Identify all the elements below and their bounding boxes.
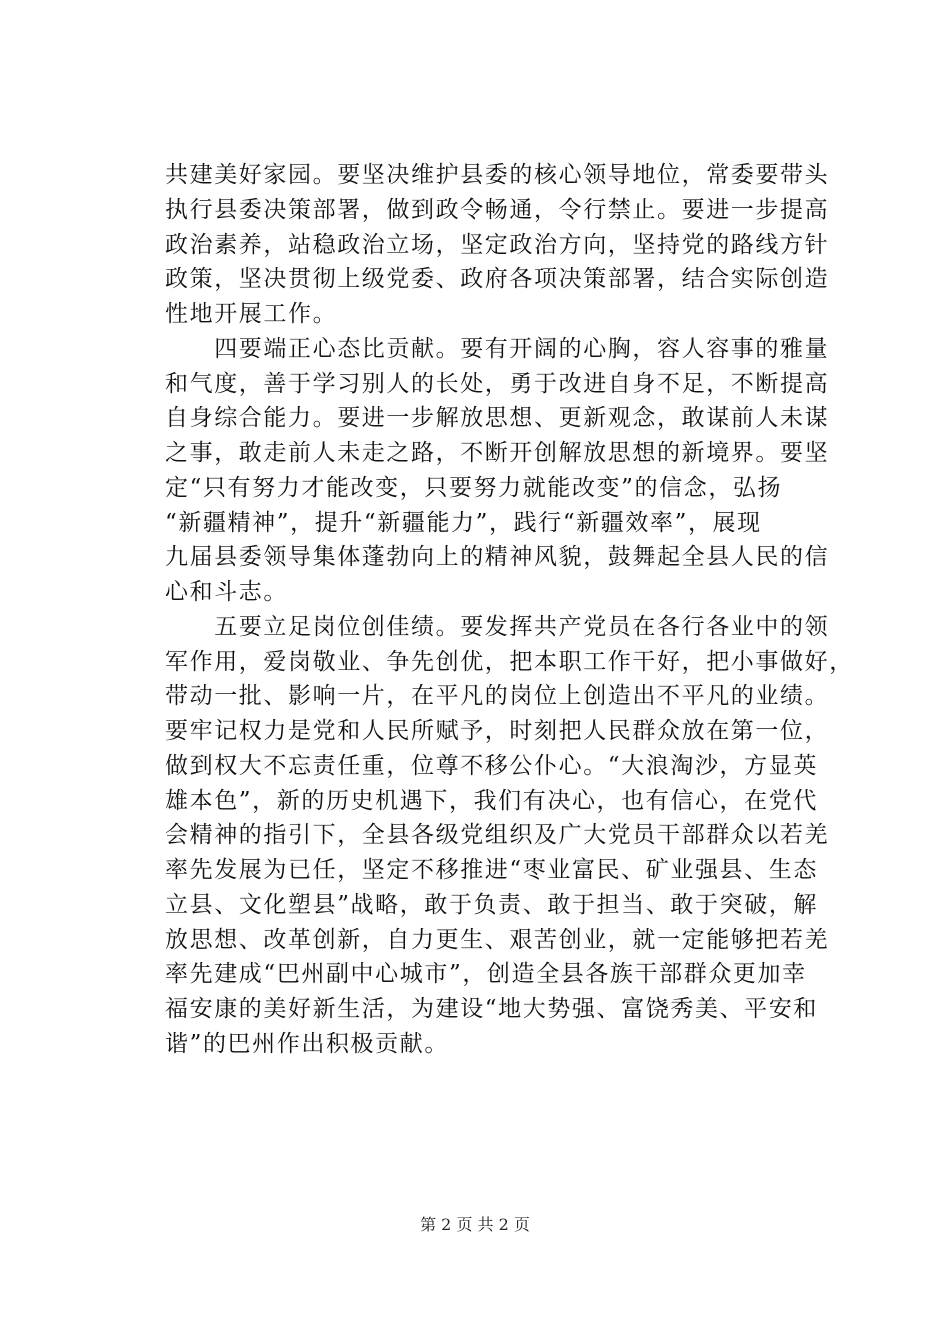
- text-line: 政治素养，站稳政治立场，坚定政治方向，坚持党的路线方针: [165, 231, 830, 258]
- text-line: 福安康的美好新生活，为建设“地大势强、富饶秀美、平安和: [165, 996, 818, 1022]
- body-text: [165, 158, 854, 1062]
- text-line: 要牢记权力是党和人民所赋予，时刻把人民群众放在第一位，: [165, 718, 830, 744]
- text-line: 定“只有努力才能改变，只要努力就能改变”的信念，弘扬: [165, 474, 783, 501]
- text-line: 之事，敢走前人未走之路，不断开创解放思想的新境界。要坚: [165, 440, 830, 466]
- text-line: 会精神的指引下，全县各级党组织及广大党员干部群众以若羌: [165, 822, 830, 849]
- text-line: 军作用，爱岗敬业、争先创优，把本职工作干好，把小事做好，: [165, 648, 854, 675]
- text-line: 和气度，善于学习别人的长处，勇于改进自身不足，不断提高: [165, 370, 830, 397]
- text-line: 执行县委决策部署，做到政令畅通，令行禁止。要进一步提高: [165, 196, 830, 223]
- text-line: 谐”的巴州作出积极贡献。: [165, 1030, 449, 1057]
- text-line: 九届县委领导集体蓬勃向上的精神风貌，鼓舞起全县人民的信: [165, 544, 830, 571]
- text-line: 放思想、改革创新，自力更生、艰苦创业，就一定能够把若羌: [165, 926, 830, 953]
- text-line: 共建美好家园。要坚决维护县委的核心领导地位，常委要带头: [165, 162, 830, 188]
- text-line: 雄本色”，新的历史机遇下，我们有决心，也有信心，在党代: [165, 787, 818, 814]
- text-line: 做到权大不忘责任重，位尊不移公仆心。“大浪淘沙，方显英: [165, 752, 818, 779]
- text-line: 立县、文化塑县”战略，敢于负责、敢于担当、敢于突破，解: [165, 891, 818, 918]
- text-line: 率先发展为已任，坚定不移推进“枣业富民、矿业强县、生态: [165, 857, 818, 883]
- paragraph-4-start: 四要端正心态比贡献。要有开阔的心胸，容人容事的雅量: [165, 335, 830, 362]
- text-line: 政策，坚决贯彻上级党委、政府各项决策部署，结合实际创造: [165, 266, 830, 293]
- text-line: 心和斗志。: [165, 579, 288, 605]
- text-line: “新疆精神”，提升“新疆能力”，践行“新疆效率”，展现: [165, 509, 762, 536]
- text-line: 率先建成“巴州副中心城市”，创造全县各族干部群众更加幸: [165, 961, 807, 988]
- page-number-footer: 第 2 页 共 2 页: [420, 1215, 530, 1234]
- paragraph-5-start: 五要立足岗位创佳绩。要发挥共产党员在各行各业中的领: [165, 613, 830, 640]
- text-line: 自身综合能力。要进一步解放思想、更新观念，敢谋前人未谋: [165, 405, 830, 432]
- text-line: 带动一批、影响一片，在平凡的岗位上创造出不平凡的业绩。: [165, 683, 830, 710]
- text-line: 性地开展工作。: [165, 301, 338, 327]
